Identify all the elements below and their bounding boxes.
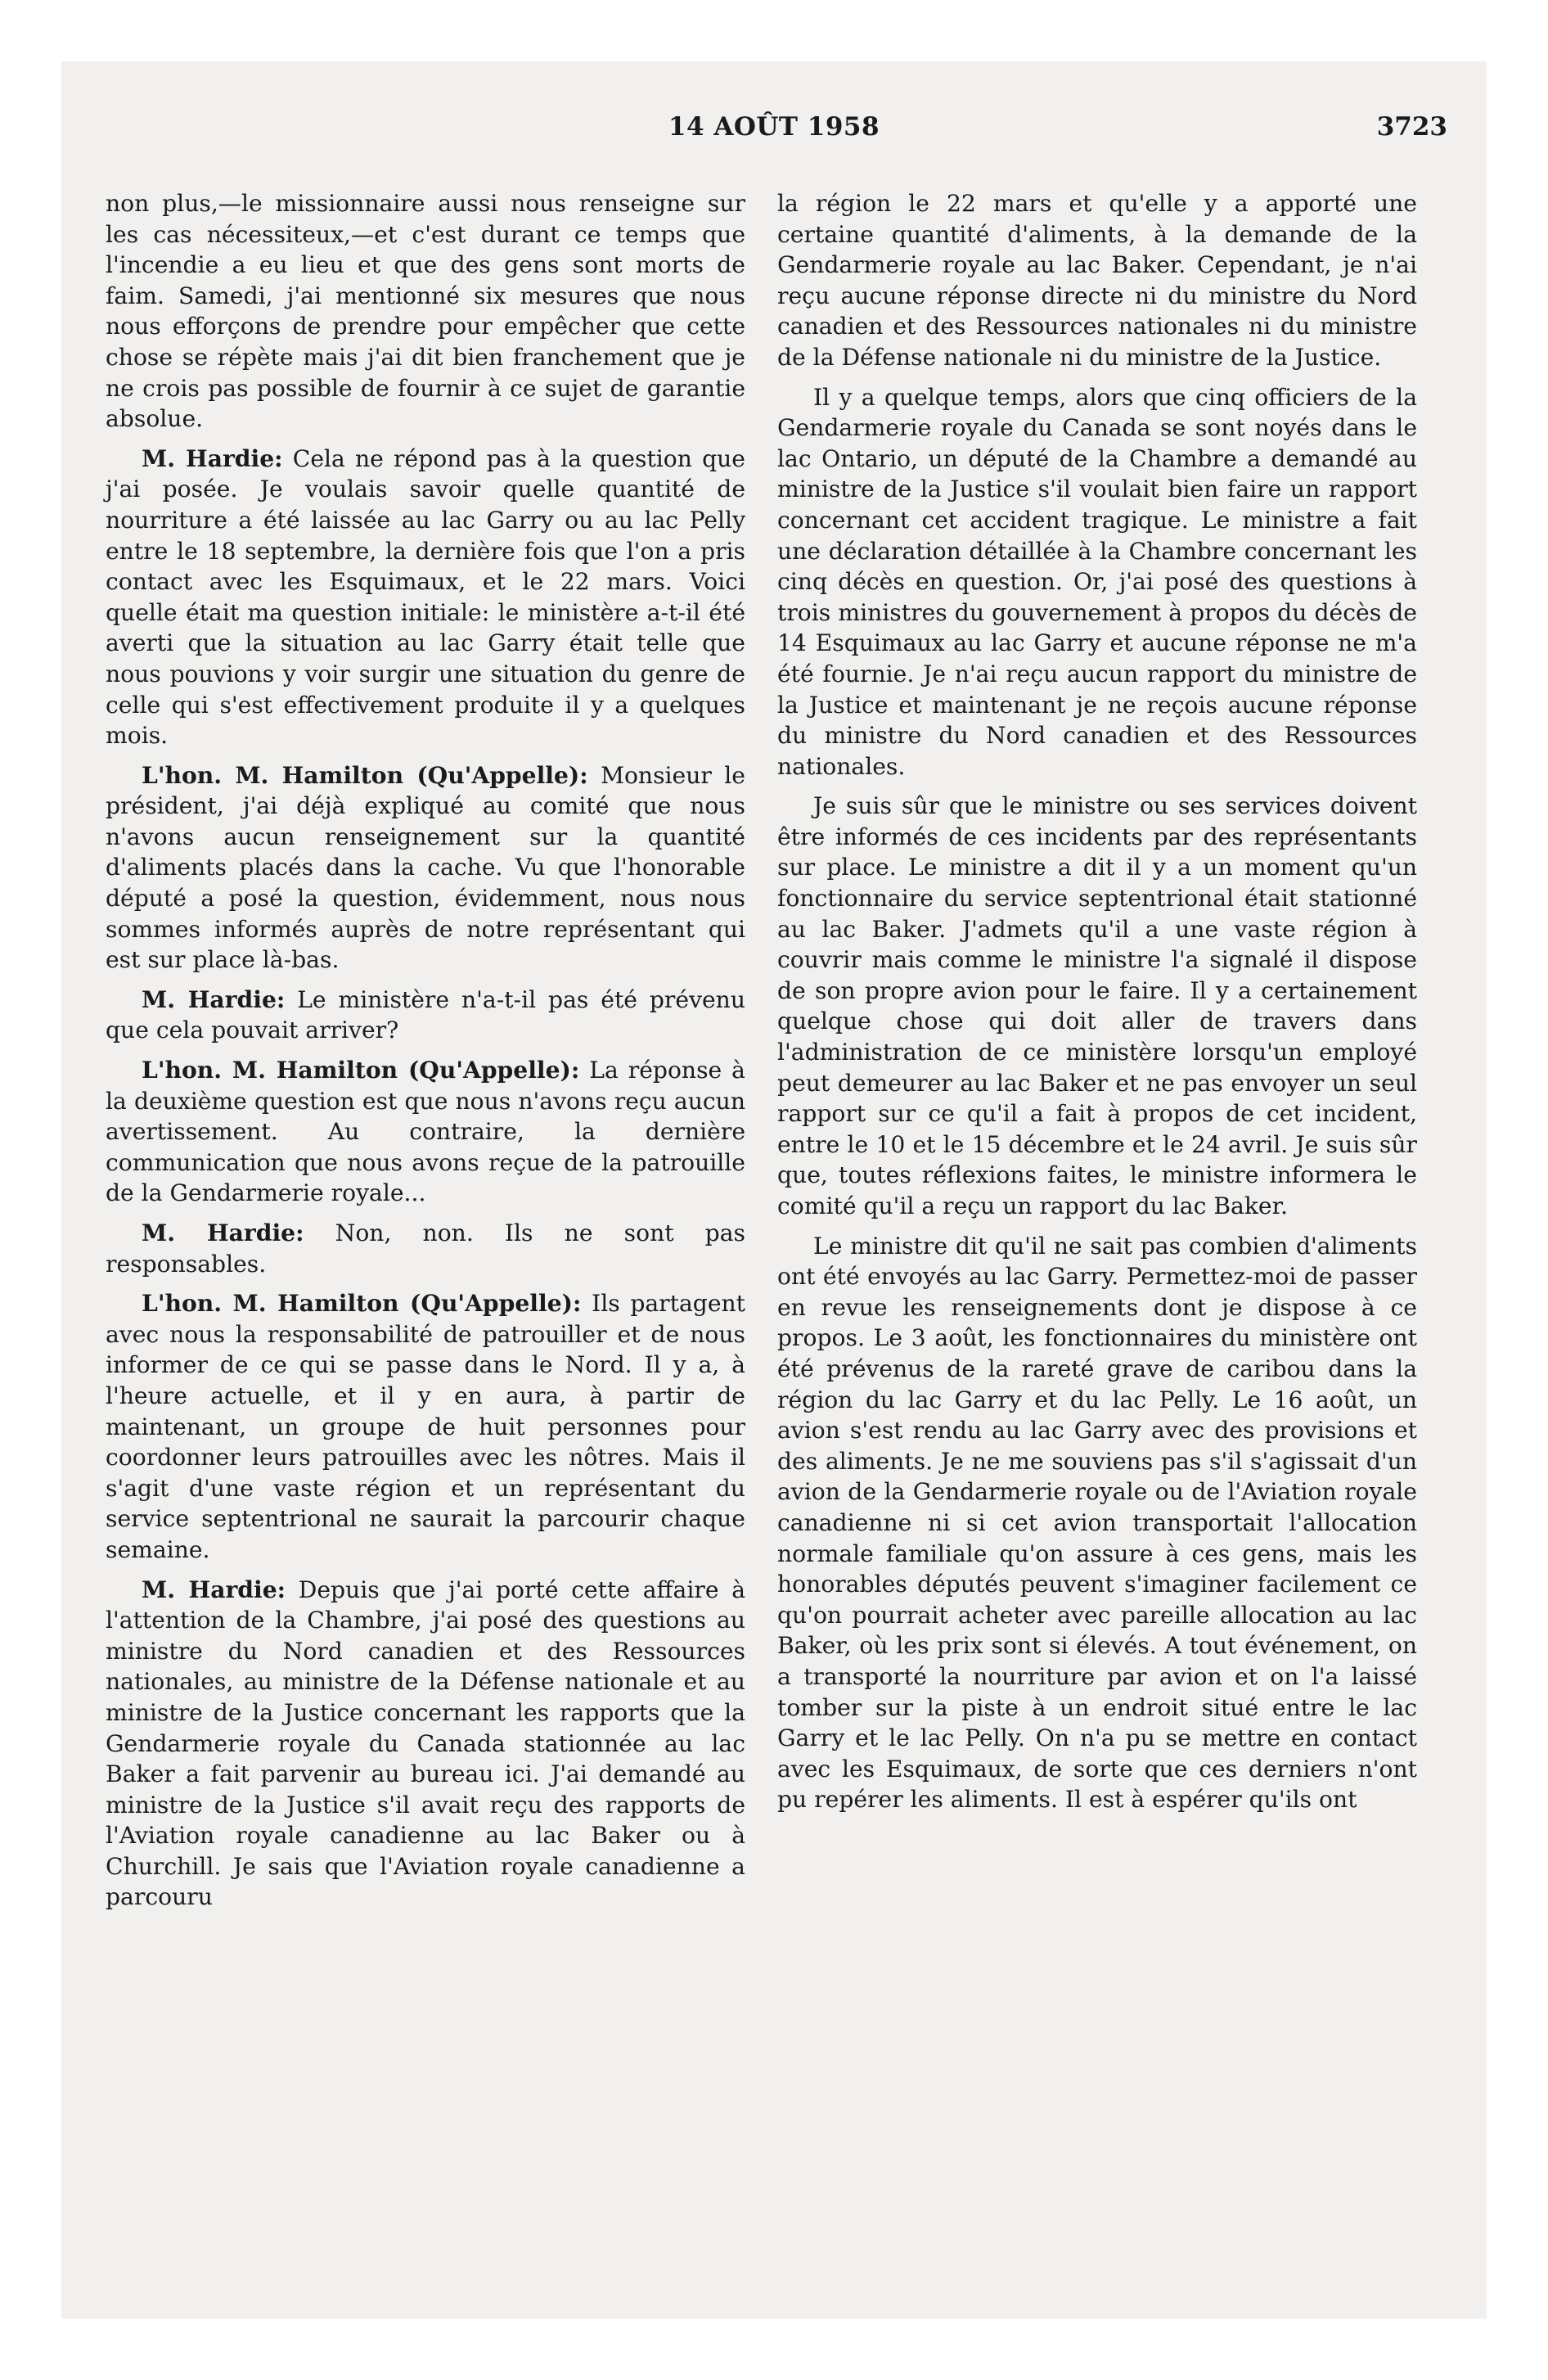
speaker-name: L'hon. M. Hamilton (Qu'Appelle): <box>142 1290 582 1318</box>
paragraph-text: Je suis sûr que le ministre ou ses services doivent être informés de ces incidents par des représentants sur place. Le ministre a dit il y a un moment qu'un fonctionnaire du service septentrional était stationné au lac Baker. J'admets qu'il a une vaste région à couvrir mais comme le ministre l'a signalé il dispose de son propre avion pour le faire. Il y a certainement quelque chose qui doit aller de travers dans l'administration de ce ministère lorsqu'un employé peut demeurer au lac Baker et ne pas envoyer un seul rapport sur ce qu'il a fait à propos de cet incident, entre le 10 et le 15 décembre et le 24 avril. Je suis sûr que, toutes réflexions faites, le ministre informera le comité qu'il a reçu un rapport du lac Baker. <box>777 792 1417 1219</box>
speech-text: Non, non. Ils ne sont pas responsables. <box>106 1219 745 1278</box>
paragraph-text: Le ministre dit qu'il ne sait pas combien d'aliments ont été envoyés au lac Garry. Permettez-moi de passer en revue les renseignements dont je dispose à ce propos. Le 3 août, les fonctionnaires du ministère ont été prévenus de la rareté grave de caribou dans la région du lac Garry et du lac Pelly. Le 16 août, un avion s'est rendu au lac Garry avec des provisions et des aliments. Je ne me souviens pas s'il s'agissait d'un avion de la Gendarmerie royale ou de l'Aviation royale canadienne ni si cet avion transportait l'allocation normale familiale qu'on assure à ces gens, mais les honorables députés peuvent s'imaginer facilement ce qu'on pourrait acheter avec pareille allocation au lac Baker, où les prix sont si élevés. A tout événement, on a transporté la nourriture par avion et on l'a laissé tomber sur la piste à un endroit situé entre le lac Garry et le lac Pelly. On n'a pu se mettre en contact avec les Esquimaux, de sorte que ces derniers n'ont pu repérer les aliments. Il est à espérer qu'ils ont <box>777 1232 1417 1814</box>
speech-paragraph <box>106 444 745 751</box>
page-header <box>61 112 1487 158</box>
speech-text: Depuis que j'ai porté cette affaire à l'attention de la Chambre, j'ai posé des questions au ministre du Nord canadien et des Ressources nationales, au ministre de la Défense nationale et au ministre de la Justice concernant les rapports que la Gendarmerie royale du Canada stationnée au lac Baker a fait parvenir au bureau ici. J'ai demandé au ministre de la Justice s'il avait reçu des rapports de l'Aviation royale canadienne au lac Baker ou à Churchill. Je sais que l'Aviation royale canadienne a parcouru <box>106 1575 745 1911</box>
paragraph <box>777 188 1417 373</box>
speech-text: Cela ne répond pas à la question que j'ai posée. Je voulais savoir quelle quantité de nourriture a été laissée au lac Garry ou au lac Pelly entre le 18 septembre, la dernière fois que l'on a pris contact avec les Esquimaux, et le 22 mars. Voici quelle était ma question initiale: le ministère a-t-il été averti que la situation au lac Garry était telle que nous pouvions y voir surgir une situation du genre de celle qui s'est effectivement produite il y a quelques mois. <box>106 444 745 750</box>
speech-paragraph <box>106 1575 745 1913</box>
document-page <box>61 61 1487 2319</box>
paragraph-text: non plus,—le missionnaire aussi nous renseigne sur les cas nécessiteux,—et c'est durant ce temps que l'incendie a eu lieu et que des gens sont morts de faim. Samedi, j'ai mentionné six mesures que nous nous efforçons de prendre pour empêcher que cette chose se répète mais j'ai dit bien franchement que je ne crois pas possible de fournir à ce sujet de garantie absolue. <box>106 190 745 433</box>
paragraph-text: la région le 22 mars et qu'elle y a apporté une certaine quantité d'aliments, à la demande de la Gendarmerie royale au lac Baker. Cependant, je n'ai reçu aucune réponse directe ni du ministre du Nord canadien et des Ressources nationales ni du ministre de la Défense nationale ni du ministre de la Justice. <box>777 190 1417 371</box>
speech-text: La réponse à la deuxième question est que nous n'avons reçu aucun avertissement. Au contraire, la dernière communication que nous avons reçue de la patrouille de la Gendarmerie royale... <box>106 1057 745 1207</box>
speech-paragraph <box>106 985 745 1046</box>
speech-text: Monsieur le président, j'ai déjà expliqué au comité que nous n'avons aucun renseignement sur la quantité d'aliments placés dans la cache. Vu que l'honorable député a posé la question, évidemment, nous nous sommes informés auprès de notre représentant qui est sur place là-bas. <box>106 761 745 974</box>
paragraph <box>777 791 1417 1221</box>
speech-paragraph <box>106 760 745 976</box>
speech-paragraph <box>106 1055 745 1209</box>
speaker-name: M. Hardie: <box>142 1219 304 1246</box>
speaker-name: L'hon. M. Hamilton (Qu'Appelle): <box>142 1057 580 1084</box>
paragraph <box>777 382 1417 782</box>
paragraph <box>106 188 745 435</box>
speaker-name: M. Hardie: <box>142 1575 286 1603</box>
speech-text: Le ministère n'a-t-il pas été prévenu que cela pouvait arriver? <box>106 985 745 1044</box>
paragraph <box>777 1231 1417 1815</box>
speaker-name: M. Hardie: <box>142 444 283 472</box>
speech-text: Ils partagent avec nous la responsabilité de patrouiller et de nous informer de ce qui se passe dans le Nord. Il y a, à l'heure actuelle, et il y en aura, à partir de maintenant, un groupe de huit personnes pour coordonner leurs patrouilles avec les nôtres. Mais il s'agit d'une vaste région et un représentant du service septentrional ne saurait la parcourir chaque semaine. <box>106 1290 745 1563</box>
speech-paragraph <box>106 1288 745 1565</box>
left-column <box>106 188 745 1913</box>
page-number: 3723 <box>1376 112 1447 142</box>
paragraph-text: Il y a quelque temps, alors que cinq officiers de la Gendarmerie royale du Canada se sont noyés dans le lac Ontario, un député de la Chambre a demandé au ministre de la Justice s'il voulait bien faire un rapport concernant cet accident tragique. Le ministre a fait une déclaration détaillée à la Chambre concernant les cinq décès en question. Or, j'ai posé des questions à trois ministres du gouvernement à propos du décès de 14 Esquimaux au lac Garry et aucune réponse ne m'a été fournie. Je n'ai reçu aucun rapport du ministre de la Justice et maintenant je ne reçois aucune réponse du ministre du Nord canadien et des Ressources nationales. <box>777 383 1417 780</box>
right-column <box>777 188 1417 1815</box>
speaker-name: M. Hardie: <box>142 985 286 1013</box>
header-date: 14 AOÛT 1958 <box>668 112 880 142</box>
speaker-name: L'hon. M. Hamilton (Qu'Appelle): <box>142 761 588 789</box>
speech-paragraph <box>106 1218 745 1279</box>
